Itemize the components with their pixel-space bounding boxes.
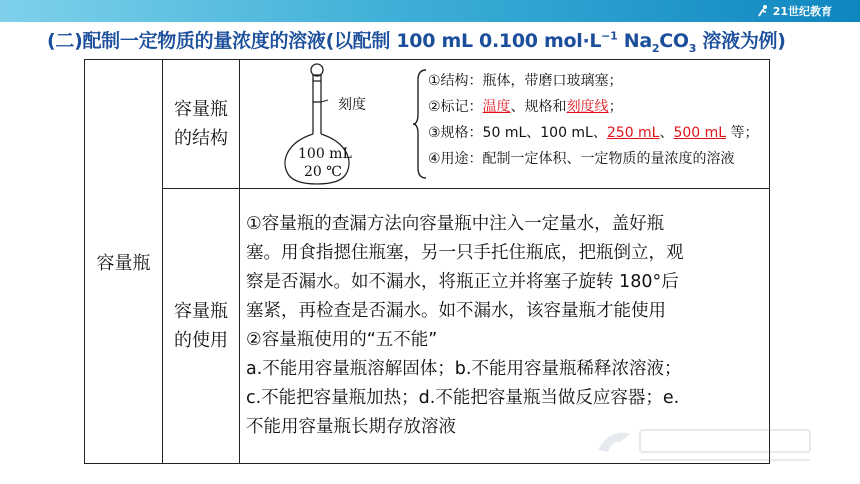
- usage-line: a.不能用容量瓶溶解固体；b.不能用容量瓶稀释浓溶液；: [246, 359, 682, 379]
- brand-logo: [756, 2, 832, 20]
- watermark-logo: [590, 420, 820, 466]
- category-cell: 容量瓶: [85, 60, 163, 464]
- usage-line: ①容量瓶的查漏方法向容量瓶中注入一定量水，盖好瓶: [246, 214, 665, 234]
- structure-item: ④用途：配制一定体积、一定物质的量浓度的溶液: [428, 151, 735, 167]
- usage-line: ②容量瓶使用的“五不能”: [246, 330, 438, 350]
- volumetric-flask-diagram: [280, 62, 410, 186]
- usage-line: 不能用容量瓶长期存放溶液: [246, 417, 456, 437]
- structure-label: 容量瓶 的结构: [163, 60, 240, 189]
- structure-list: [428, 68, 759, 172]
- section-title: (二)配制一定物质的量浓度的溶液(以配制 100 mL 0.100 $mol\cdot L^{-1}$ $Na_2CO_3$ 溶液为例): [47, 29, 786, 55]
- flask-volume-label: 100 mL: [298, 146, 352, 162]
- curly-brace-icon: [412, 68, 428, 180]
- usage-line: 塞。用食指摁住瓶塞，另一只手托住瓶底，把瓶倒立，观: [246, 243, 684, 263]
- usage-label: 容量瓶 的使用: [163, 189, 240, 464]
- logo-text: 21世纪教育: [772, 5, 832, 18]
- usage-line: 察是否漏水。如不漏水，将瓶正立并将塞子旋转 180°后: [246, 272, 679, 292]
- structure-item: ①结构：瓶体，带磨口玻璃塞；: [428, 73, 623, 89]
- structure-item: ②标记：温度、规格和刻度线；: [428, 99, 623, 115]
- flask-mark-label: 刻度: [338, 97, 366, 113]
- content-table: [84, 59, 770, 464]
- flask-temp-label: 20 ℃: [304, 164, 342, 180]
- runner-icon: [756, 4, 770, 18]
- structure-cell: [240, 60, 770, 189]
- usage-line: 塞紧，再检查是否漏水。如不漏水，该容量瓶才能使用: [246, 301, 666, 321]
- structure-item: ③规格：50 mL、100 mL、250 mL、500 mL 等；: [428, 125, 759, 141]
- usage-line: c.不能把容量瓶加热；d.不能把容量瓶当做反应容器；e.: [246, 388, 680, 408]
- top-banner: [0, 0, 860, 22]
